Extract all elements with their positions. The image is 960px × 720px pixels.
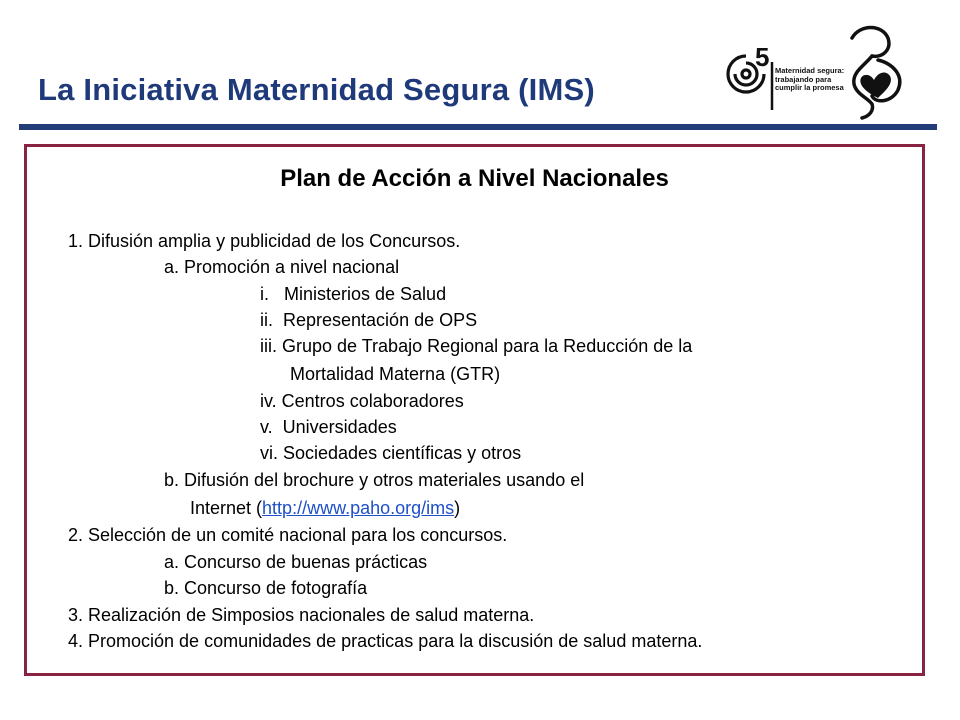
logo-caption	[775, 67, 844, 93]
header-divider	[19, 124, 937, 130]
list-item: b. Difusión del brochure y otros materiales usando el	[164, 470, 585, 490]
list-item: a. Promoción a nivel nacional	[164, 257, 400, 277]
list-item: 3. Realización de Simposios nacionales de salud materna.	[68, 605, 535, 625]
list-item: iii. Grupo de Trabajo Regional para la Reducción de la	[260, 336, 693, 356]
logo-caption-line: Maternidad segura:	[775, 66, 845, 75]
logo-caption-line: cumplir la promesa	[775, 83, 844, 92]
list-item: Mortalidad Materna (GTR)	[290, 364, 501, 384]
logo-number: 5	[755, 42, 770, 72]
slide-title: La Iniciativa Maternidad Segura (IMS)	[38, 72, 595, 107]
internet-prefix: Internet (	[190, 498, 263, 518]
list-item: 2. Selección de un comité nacional para los concursos.	[68, 525, 508, 545]
panel-title: Plan de Acción a Nivel Nacionales	[280, 165, 669, 192]
list-item: a. Concurso de buenas prácticas	[164, 552, 428, 572]
paho-ims-link[interactable]: http://www.paho.org/ims	[262, 498, 455, 518]
list-item: 1. Difusión amplia y publicidad de los Concursos.	[68, 231, 461, 251]
list-item: b. Concurso de fotografía	[164, 578, 368, 598]
list-item: 4. Promoción de comunidades de practicas para la discusión de salud materna.	[68, 631, 703, 651]
list-item-internet	[190, 497, 460, 519]
list-item: i. Ministerios de Salud	[260, 284, 447, 304]
action-plan-panel	[24, 144, 925, 676]
internet-suffix: )	[454, 498, 461, 518]
logo-caption-line: trabajando para	[775, 74, 832, 84]
heart-icon	[860, 73, 891, 98]
list-item: iv. Centros colaboradores	[260, 391, 464, 411]
list-item: ii. Representación de OPS	[260, 310, 478, 330]
list-item: v. Universidades	[260, 417, 397, 437]
mother-figure-icon	[852, 28, 900, 119]
list-item: vi. Sociedades científicas y otros	[260, 443, 522, 463]
